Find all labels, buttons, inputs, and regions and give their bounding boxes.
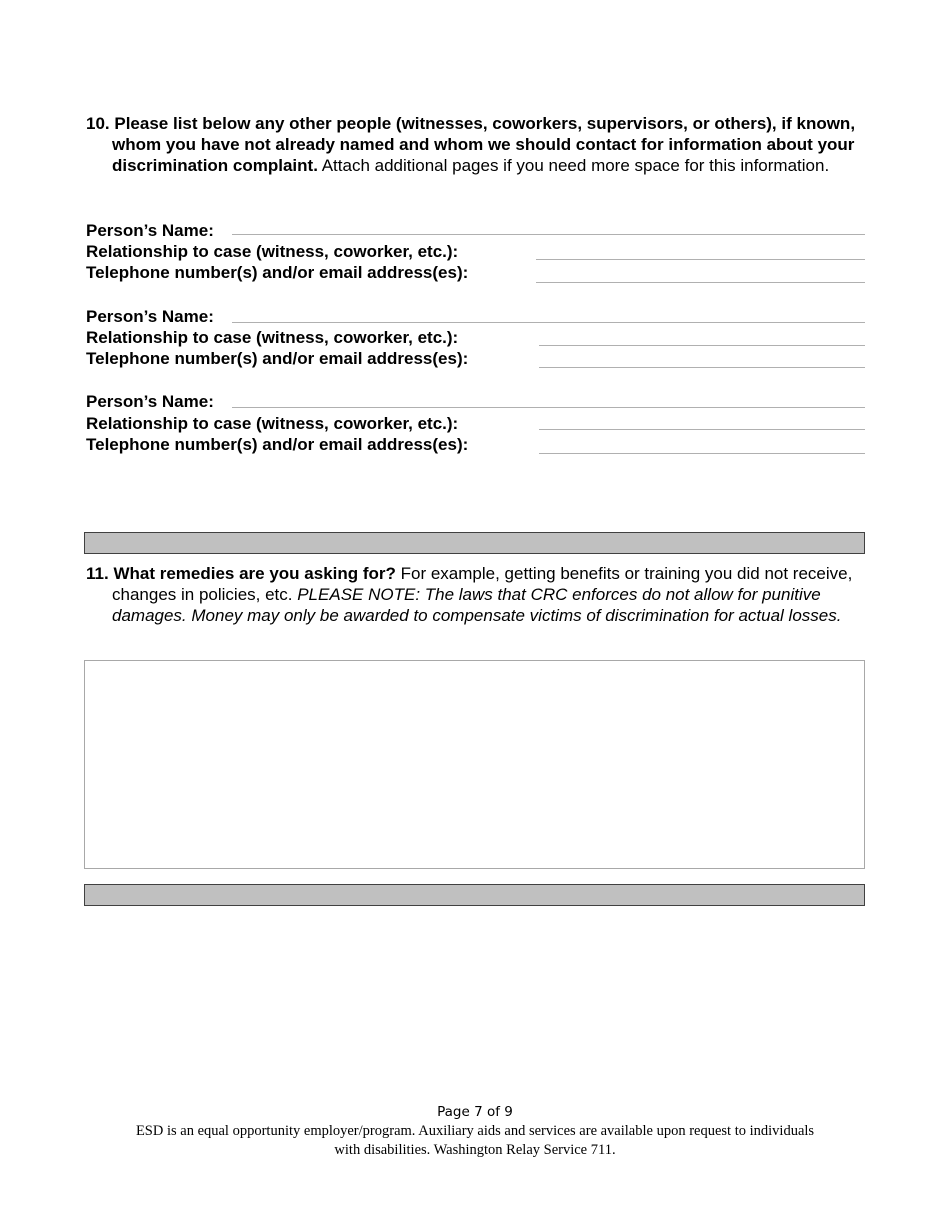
contact-info-label-1: Telephone number(s) and/or email address(es):	[86, 263, 469, 282]
relationship-label-3: Relationship to case (witness, coworker, etc.):	[86, 414, 459, 433]
contact-info-field-2[interactable]	[539, 367, 865, 368]
section-divider-bar	[84, 532, 865, 554]
question-10-note: Attach additional pages if you need more space for this information.	[317, 156, 830, 175]
relationship-field-3[interactable]	[539, 429, 865, 430]
contact-info-field-3[interactable]	[539, 453, 865, 454]
footer-line-1: ESD is an equal opportunity employer/program. Auxiliary aids and services are available upon request to individuals	[135, 1123, 815, 1139]
question-10-text	[86, 113, 856, 176]
question-11-text	[86, 563, 856, 626]
relationship-label-2: Relationship to case (witness, coworker, etc.):	[86, 328, 459, 347]
relationship-label-1: Relationship to case (witness, coworker, etc.):	[86, 242, 459, 261]
person-name-label-2: Person’s Name:	[86, 307, 214, 326]
person-name-field-2[interactable]	[232, 322, 865, 323]
section-divider-bar-2	[84, 884, 865, 906]
question-10	[86, 113, 856, 176]
question-11-example: For example, getting benefits or training you did not receive, changes in policies, etc.	[112, 564, 853, 604]
question-11-number: 11.	[86, 564, 109, 583]
page-number: Page 7 of 9	[437, 1104, 513, 1120]
contact-info-field-1[interactable]	[536, 282, 865, 283]
person-name-label-3: Person’s Name:	[86, 392, 214, 411]
page-footer	[100, 1103, 850, 1160]
footer-line-2: with disabilities. Washington Relay Service 711.	[334, 1142, 616, 1158]
remedies-answer-box[interactable]	[84, 660, 865, 869]
contact-info-label-3: Telephone number(s) and/or email address(es):	[86, 435, 469, 454]
person-name-field-1[interactable]	[232, 234, 865, 235]
person-name-label-1: Person’s Name:	[86, 221, 214, 240]
question-10-bold: Please list below any other people (witnesses, coworkers, supervisors, or others), if known, whom you have not already named and whom we should contact for information about your discrimination complaint.	[112, 114, 856, 175]
relationship-field-1[interactable]	[536, 259, 865, 260]
relationship-field-2[interactable]	[539, 345, 865, 346]
person-name-field-3[interactable]	[232, 407, 865, 408]
question-11	[86, 563, 856, 626]
question-11-bold: What remedies are you asking for?	[113, 564, 396, 583]
question-11-note: PLEASE NOTE: The laws that CRC enforces do not allow for punitive damages. Money may only be awarded to compensate victims of discrimination for actual losses.	[112, 585, 842, 625]
question-10-number: 10.	[86, 114, 110, 133]
contact-info-label-2: Telephone number(s) and/or email address(es):	[86, 349, 469, 368]
